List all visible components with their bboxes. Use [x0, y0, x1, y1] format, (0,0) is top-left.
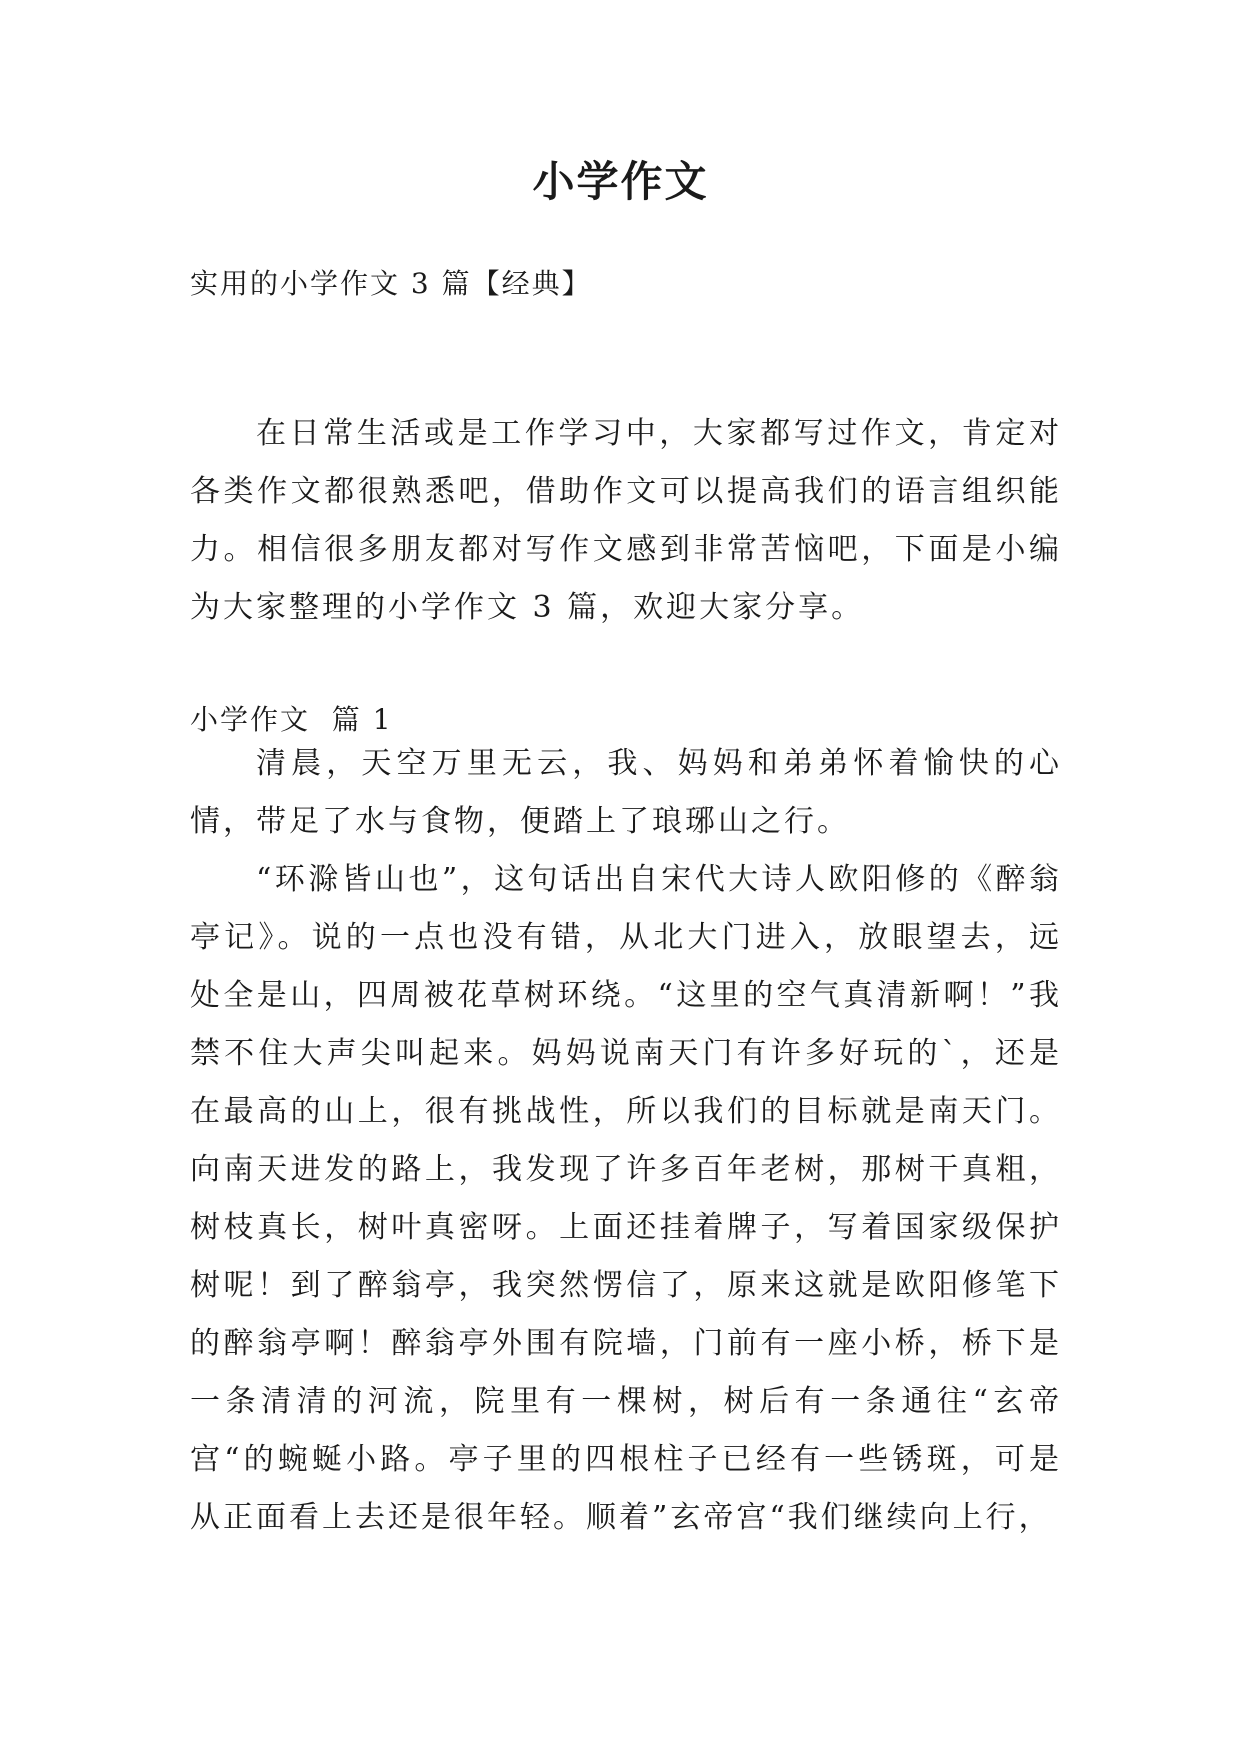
document-title: 小学作文	[532, 157, 709, 206]
intro-paragraph: 在日常生活或是工作学习中，大家都写过作文，肯定对各类作文都很熟悉吧，借助作文可以提高我们的语言组织能力。相信很多朋友都对写作文感到非常苦恼吧，下面是小编为大家整理的小学作文 3 篇，欢迎大家分享。	[190, 416, 1062, 625]
section-heading: 小学作文 篇 1	[190, 703, 393, 736]
body-paragraph: 清晨，天空万里无云，我、妈妈和弟弟怀着愉快的心情，带足了水与食物，便踏上了琅琊山之行。	[190, 746, 1062, 839]
body-paragraph: “环滁皆山也”，这句话出自宋代大诗人欧阳修的《醉翁亭记》。说的一点也没有错，从北大门进入，放眼望去，远处全是山，四周被花草树环绕。“这里的空气真清新啊！”我禁不住大声尖叫起来。妈妈说南天门有许多好玩的`，还是在最高的山上，很有挑战性，所以我们的目标就是南天门。向南天进发的路上，我发现了许多百年老树，那树干真粗，树枝真长，树叶真密呀。上面还挂着牌子，写着国家级保护树呢！到了醉翁亭，我突然愣信了，原来这就是欧阳修笔下的醉翁亭啊！醉翁亭外围有院墙，门前有一座小桥，桥下是一条清清的河流，院里有一棵树，树后有一条通往“玄帝宫“的蜿蜒小路。亭子里的四根柱子已经有一些锈斑，可是从正面看上去还是很年轻。顺着”玄帝宫“我们继续向上行，	[190, 862, 1062, 1535]
document-subtitle: 实用的小学作文 3 篇【经典】	[190, 267, 592, 300]
